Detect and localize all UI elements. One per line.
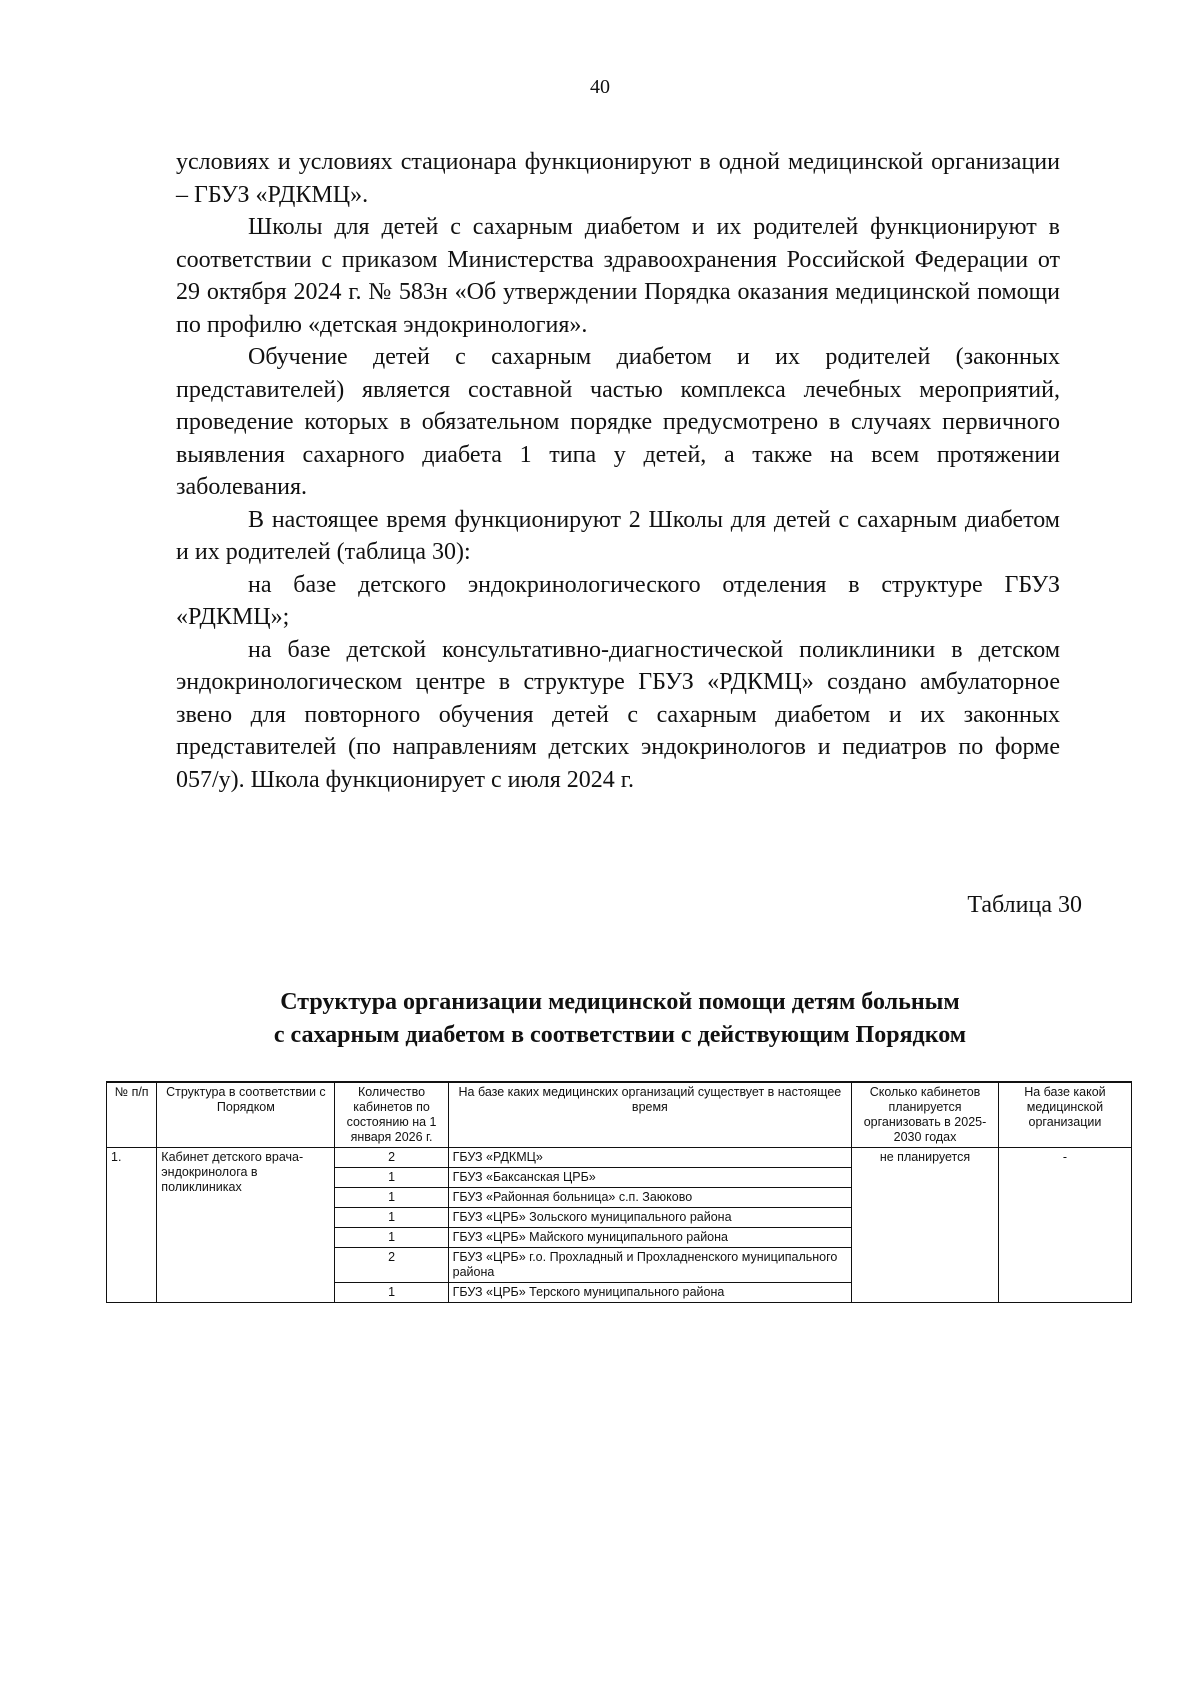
header-base: На базе какой медицинской организации bbox=[998, 1082, 1131, 1148]
org-cell: ГБУЗ «Баксанская ЦРБ» bbox=[448, 1168, 852, 1188]
count-cell: 1 bbox=[335, 1208, 448, 1228]
org-cell: ГБУЗ «РДКМЦ» bbox=[448, 1148, 852, 1168]
header-orgs: На базе каких медицинских организаций существует в настоящее время bbox=[448, 1082, 852, 1148]
count-cell: 2 bbox=[335, 1148, 448, 1168]
count-cell: 2 bbox=[335, 1248, 448, 1283]
count-cell: 1 bbox=[335, 1188, 448, 1208]
org-cell: ГБУЗ «ЦРБ» г.о. Прохладный и Прохладненского муниципального района bbox=[448, 1248, 852, 1283]
paragraph: Обучение детей с сахарным диабетом и их родителей (законных представителей) является составной частью комплекса лечебных мероприятий, проведение которых в обязательном порядке предусмотрено в случаях первичного выявления сахарного диабета 1 типа у детей, а также на всем протяжении заболевания. bbox=[176, 344, 1060, 500]
table-title-line: с сахарным диабетом в соответствии с действующим Порядком bbox=[273, 1022, 967, 1048]
count-cell: 1 bbox=[335, 1283, 448, 1303]
org-cell: ГБУЗ «ЦРБ» Зольского муниципального района bbox=[448, 1208, 852, 1228]
row-structure: Кабинет детского врача-эндокринолога в поликлиниках bbox=[157, 1148, 335, 1303]
table-header-row bbox=[107, 1082, 1132, 1148]
paragraph: В настоящее время функционируют 2 Школы для детей с сахарным диабетом и их родителей (таблица 30): bbox=[176, 506, 1060, 565]
count-cell: 1 bbox=[335, 1168, 448, 1188]
paragraph: на базе детской консультативно-диагностической поликлиники в детском эндокринологическом центре в структуре ГБУЗ «РДКМЦ» создано амбулаторное звено для повторного обучения детей с сахарным диабетом и их законных представителей (по направлениям детских эндокринологов и педиатров по форме 057/у). Школа функционирует с июля 2024 г. bbox=[176, 636, 1060, 793]
org-cell: ГБУЗ «ЦРБ» Терского муниципального района bbox=[448, 1283, 852, 1303]
plan-cell: не планируется bbox=[852, 1148, 999, 1303]
page-number: 40 bbox=[590, 76, 610, 98]
header-num: № п/п bbox=[107, 1082, 157, 1148]
paragraph: Школы для детей с сахарным диабетом и их родителей функционируют в соответствии с приказом Министерства здравоохранения Российской Федерации от 29 октября 2024 г. № 583н «Об утверждении Порядка оказания медицинской помощи по профилю «детская эндокринология». bbox=[176, 214, 1060, 338]
row-num: 1. bbox=[107, 1148, 157, 1303]
header-plan: Сколько кабинетов планируется организовать в 2025-2030 годах bbox=[852, 1082, 999, 1148]
base-cell: - bbox=[998, 1148, 1131, 1303]
header-structure: Структура в соответствии с Порядком bbox=[157, 1082, 335, 1148]
table-row bbox=[107, 1148, 1132, 1168]
paragraph: условиях и условиях стационара функционируют в одной медицинской организации – ГБУЗ «РДКМЦ». bbox=[176, 149, 1060, 208]
body-text bbox=[176, 146, 1060, 796]
table-title-line: Структура организации медицинской помощи детям больным bbox=[280, 989, 960, 1015]
table-title bbox=[0, 986, 1200, 1052]
org-cell: ГБУЗ «Районная больница» с.п. Заюково bbox=[448, 1188, 852, 1208]
header-count: Количество кабинетов по состоянию на 1 января 2026 г. bbox=[335, 1082, 448, 1148]
count-cell: 1 bbox=[335, 1228, 448, 1248]
paragraph: на базе детского эндокринологического отделения в структуре ГБУЗ «РДКМЦ»; bbox=[176, 571, 1060, 630]
org-cell: ГБУЗ «ЦРБ» Майского муниципального района bbox=[448, 1228, 852, 1248]
table-caption: Таблица 30 bbox=[967, 892, 1082, 918]
structure-table bbox=[106, 1081, 1132, 1303]
